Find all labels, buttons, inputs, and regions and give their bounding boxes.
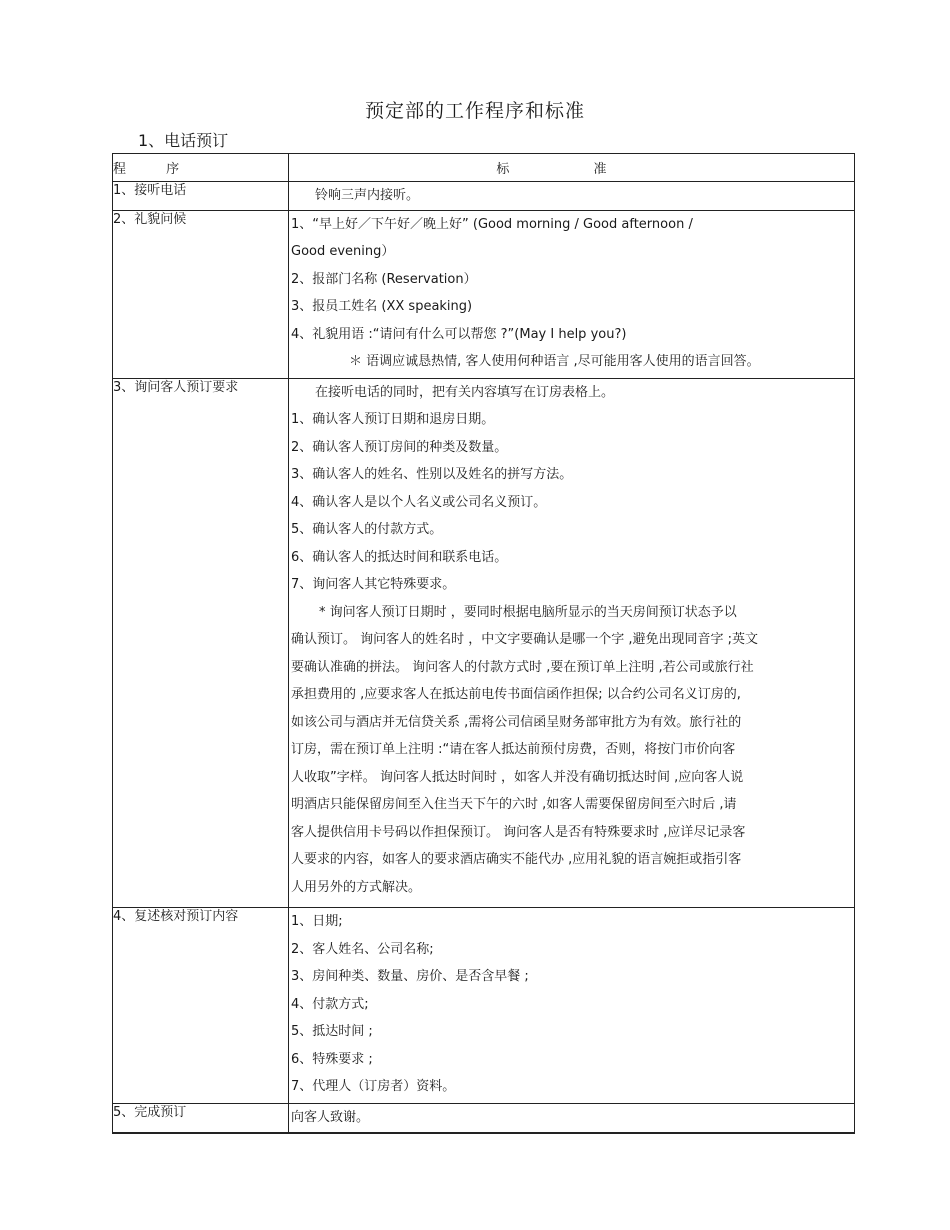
standard-line: 7、代理人（订房者）资料。 — [291, 1079, 456, 1095]
standard-line: 要确认准确的拼法。 询问客人的付款方式时 ,要在预订单上注明 ,若公司或旅行社 — [291, 659, 754, 675]
step-cell: 4、复述核对预订内容 — [113, 908, 289, 1104]
standard-line: 订房，需在预订单上注明 :“请在客人抵达前预付房费，否则，将按门市价向客 — [291, 742, 736, 758]
standard-cell — [289, 210, 855, 378]
standard-line: 4、礼貌用语 :“请问有什么可以帮您 ?”(May I help you?) — [291, 326, 627, 342]
standard-cell — [289, 182, 855, 211]
table-row — [113, 378, 855, 908]
header-standard: 标 准 — [289, 154, 855, 182]
standard-line: 2、报部门名称 (Reservation） — [291, 271, 477, 287]
standard-line: 7、询问客人其它特殊要求。 — [291, 577, 456, 593]
procedure-table — [112, 153, 855, 1134]
standard-line: 人要求的内容，如客人的要求酒店确实不能代办 ,应用礼貌的语言婉拒或指引客 — [291, 852, 742, 868]
step-cell: 3、询问客人预订要求 — [113, 378, 289, 908]
table-row — [113, 182, 855, 211]
header-procedure: 程 序 — [113, 154, 289, 182]
standard-line: 5、抵达时间 ; — [291, 1024, 373, 1040]
standard-line: Good evening） — [291, 244, 395, 260]
standard-line: 3、确认客人的姓名、性别以及姓名的拼写方法。 — [291, 467, 573, 483]
standard-line: 向客人致谢。 — [291, 1110, 370, 1126]
standard-line: 承担费用的 ,应要求客人在抵达前电传书面信函作担保; 以合约公司名义订房的, — [291, 687, 741, 703]
step-cell: 5、完成预订 — [113, 1104, 289, 1133]
standard-line: 2、客人姓名、公司名称; — [291, 941, 434, 957]
table-row — [113, 210, 855, 378]
standard-line: 1、确认客人预订日期和退房日期。 — [291, 412, 495, 428]
step-cell: 2、礼貌问候 — [113, 210, 289, 378]
standard-line: 4、付款方式; — [291, 996, 369, 1012]
table-header-row — [113, 154, 855, 182]
standard-line: 1、“早上好／下午好／晚上好” (Good morning / Good afternoon / — [291, 216, 693, 232]
document-title: 预定部的工作程序和标准 — [364, 100, 585, 122]
standard-line: 铃响三声内接听。 — [315, 188, 420, 203]
standard-line: 确认预订。 询问客人的姓名时 ，中文字要确认是哪一个字 ,避免出现同音字 ;英文 — [291, 632, 759, 648]
step-cell: 1、接听电话 — [113, 182, 289, 211]
standard-line: 6、特殊要求 ; — [291, 1051, 373, 1067]
standard-line: 5、确认客人的付款方式。 — [291, 522, 443, 538]
standard-cell — [289, 378, 855, 908]
standard-line: 2、确认客人预订房间的种类及数量。 — [291, 439, 508, 455]
standard-line: 人收取”字样。 询问客人抵达时间时 ，如客人并没有确切抵达时间 ,应向客人说 — [291, 769, 744, 785]
section-heading: 1、电话预订 — [138, 131, 229, 150]
standard-line: 客人提供信用卡号码以作担保预订。 询问客人是否有特殊要求时 ,应详尽记录客 — [291, 824, 746, 840]
standard-line: 1、日期; — [291, 914, 343, 930]
table-row — [113, 1104, 855, 1133]
standard-line: 3、房间种类、数量、房价、是否含早餐 ; — [291, 969, 529, 985]
standard-line: 明酒店只能保留房间至入住当天下午的六时 ,如客人需要保留房间至六时后 ,请 — [291, 797, 737, 813]
standard-line: 4、确认客人是以个人名义或公司名义预订。 — [291, 494, 547, 510]
standard-line: 在接听电话的同时，把有关内容填写在订房表格上。 — [315, 384, 615, 400]
table-row — [113, 908, 855, 1104]
standard-note: * 询问客人预订日期时 ，要同时根据电脑所显示的当天房间预订状态予以 — [319, 604, 737, 620]
standard-line: 3、报员工姓名 (XX speaking) — [291, 299, 473, 315]
standard-note: ＊ 语调应诚恳热情, 客人使用何种语言 ,尽可能用客人使用的语言回答。 — [349, 354, 760, 370]
standard-line: 6、确认客人的抵达时间和联系电话。 — [291, 549, 508, 565]
standard-cell — [289, 1104, 855, 1133]
standard-line: 如该公司与酒店并无信贷关系 ,需将公司信函呈财务部审批方为有效。旅行社的 — [291, 714, 742, 730]
standard-cell — [289, 908, 855, 1104]
standard-line: 人用另外的方式解决。 — [291, 879, 422, 895]
